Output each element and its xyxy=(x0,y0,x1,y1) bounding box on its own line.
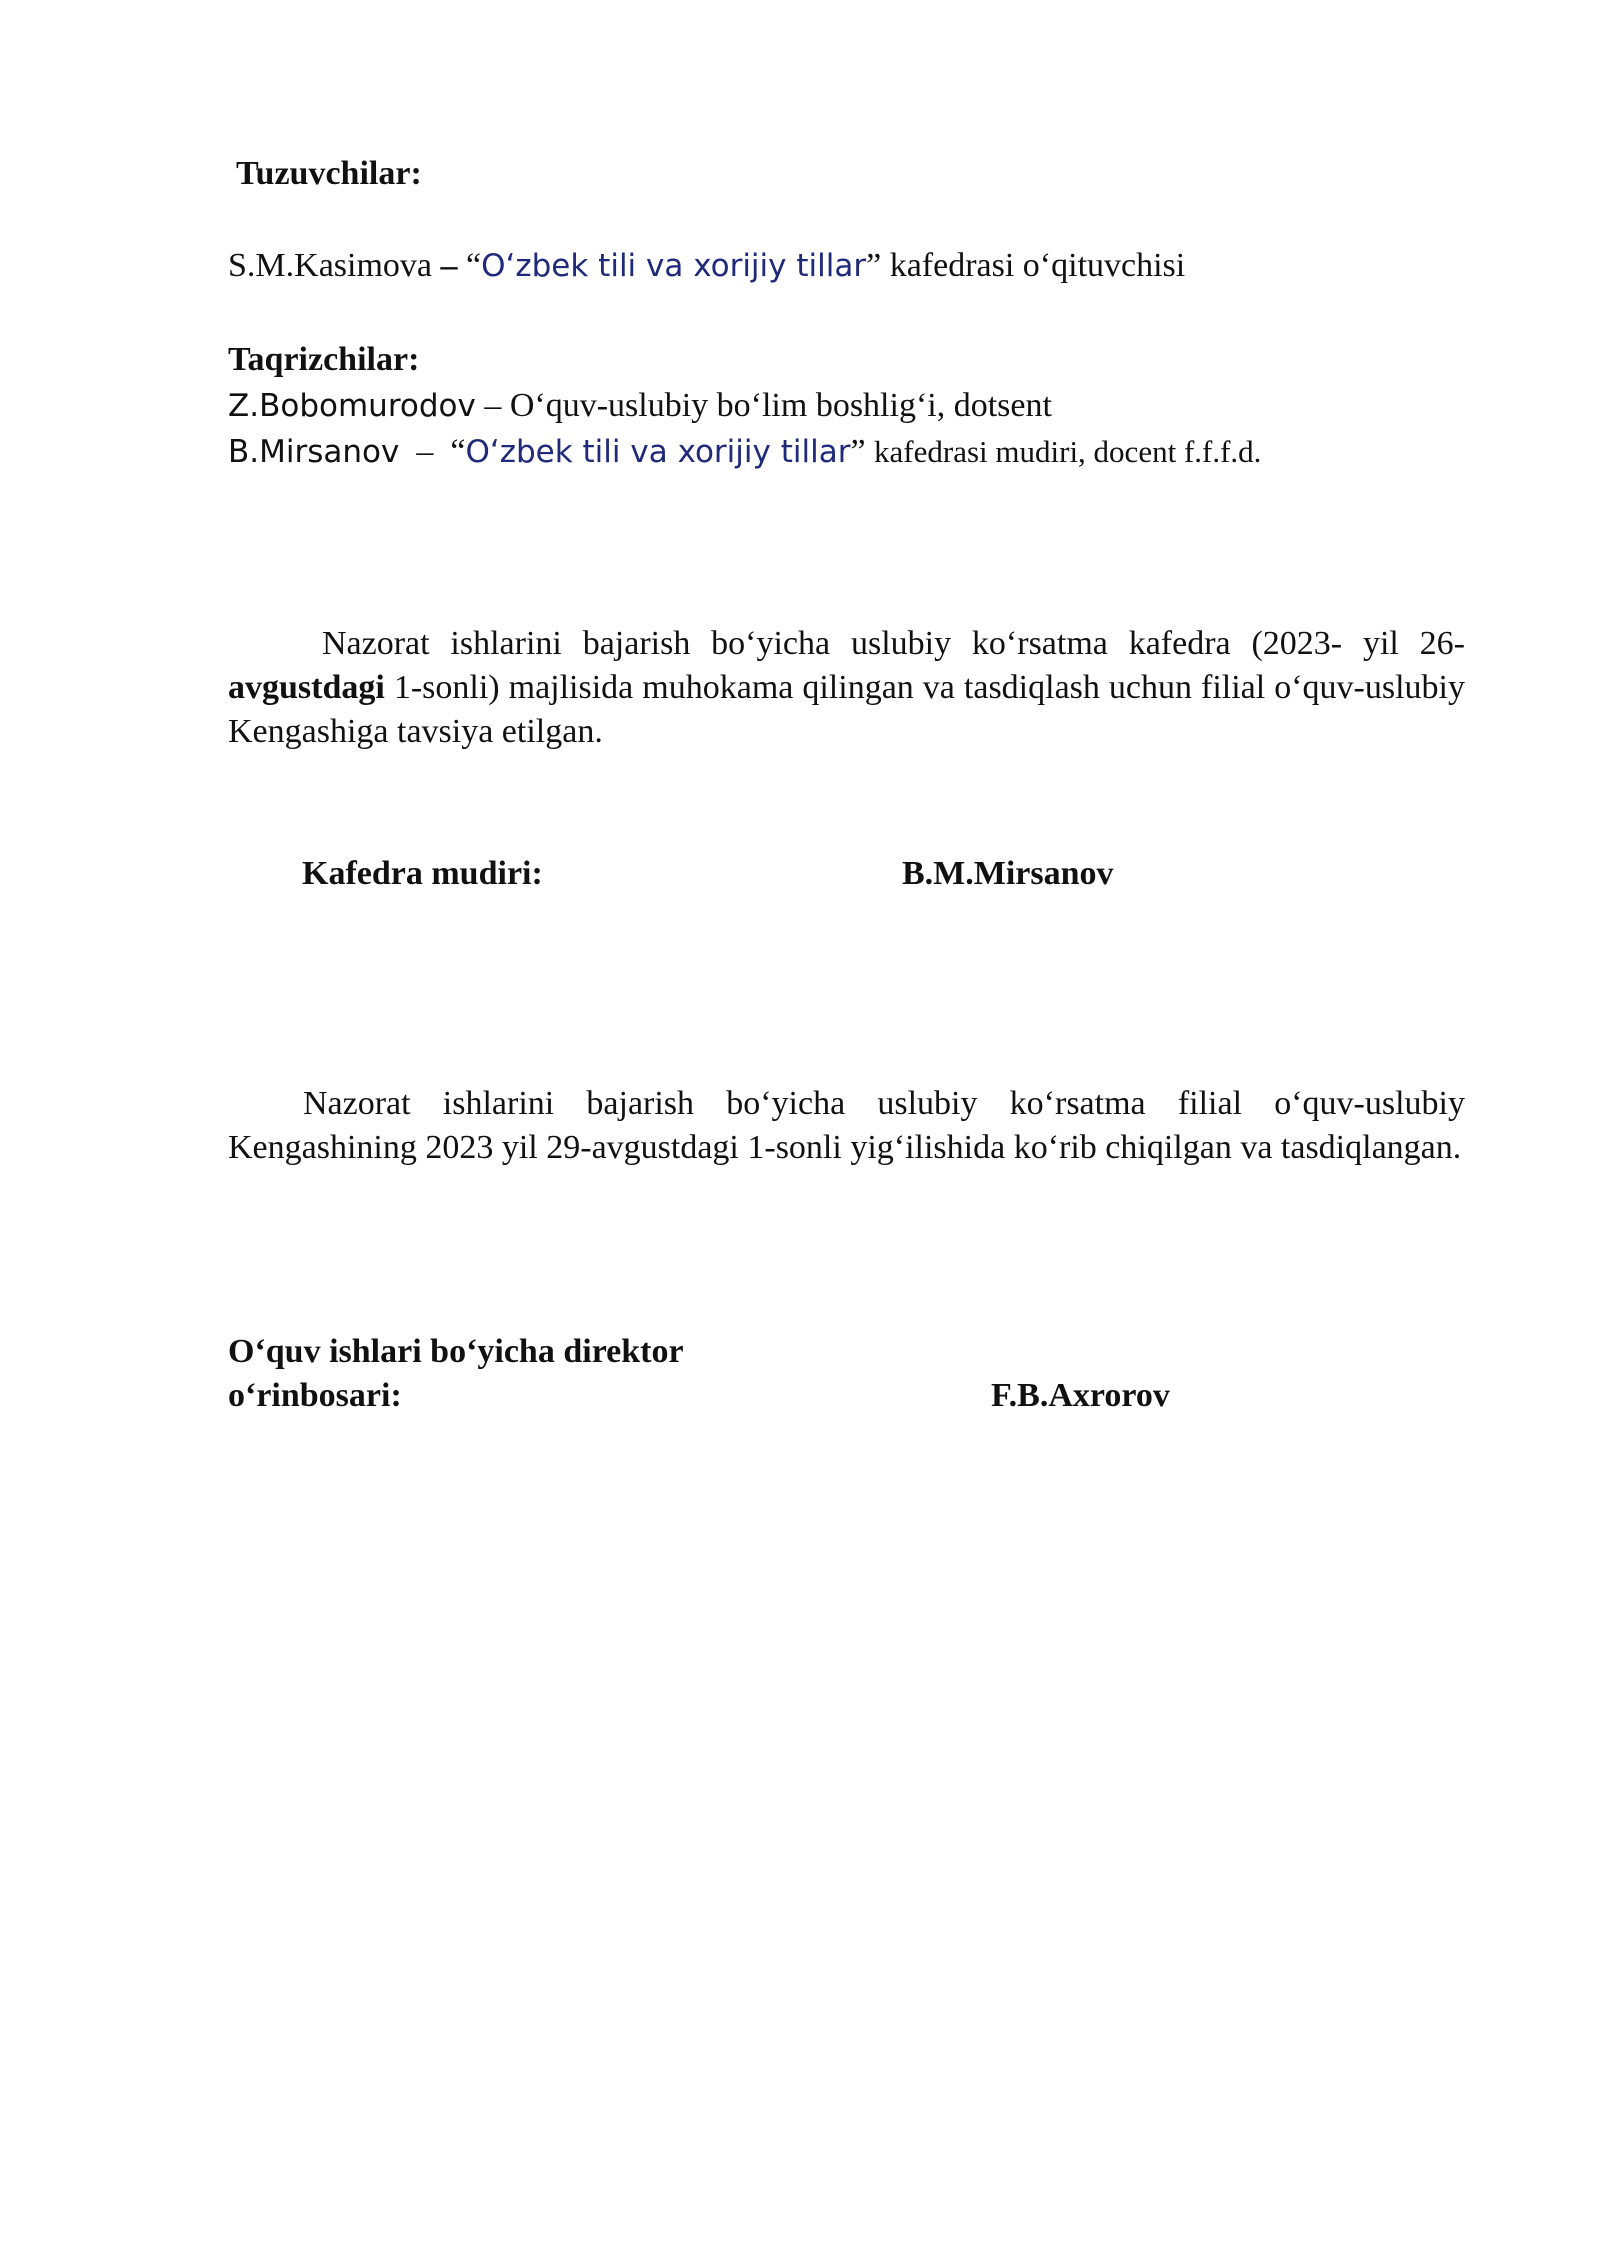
recommendation-text-1: Nazorat ishlarini bajarish bo‘yicha uslubiy ko‘rsatma kafedra (2023- yil 26- xyxy=(322,625,1465,662)
reviewer-1-name: Z.Bobomurodov xyxy=(228,388,476,424)
reviewer-2-name: B.Mirsanov xyxy=(228,434,400,470)
reviewers-heading: Taqrizchilar: xyxy=(228,341,420,378)
author-line xyxy=(228,244,1185,288)
reviewer-line-1 xyxy=(228,384,1052,428)
reviewer-2-role: kafedrasi mudiri, docent f.f.f.d. xyxy=(874,434,1262,469)
recommendation-text-2: 1-sonli) majlisida muhokama qilingan va tasdiqlash uchun filial o‘quv-uslubiy Kengashiga tavsiya etilgan. xyxy=(228,669,1465,750)
recommendation-date-bold: avgustdagi xyxy=(228,669,385,706)
reviewer-1-role: O‘quv-uslubiy bo‘lim boshlig‘i, dotsent xyxy=(509,387,1052,424)
reviewer-2-close-quote: ” xyxy=(850,433,866,470)
author-role: kafedrasi o‘qituvchisi xyxy=(889,247,1186,284)
approval-paragraph: Nazorat ishlarini bajarish bo‘yicha uslubiy ko‘rsatma filial o‘quv-uslubiy Kengashining 2023 yil 29-avgustdagi 1-sonli yig‘ilishida ko‘rib chiqilgan va tasdiqlangan. xyxy=(228,1085,1465,1166)
author-name: S.M.Kasimova xyxy=(228,247,432,284)
reviewer-line-2 xyxy=(228,430,1261,474)
author-department: O‘zbek tili va xorijiy tillar xyxy=(481,248,867,284)
author-dash: – xyxy=(440,247,458,284)
reviewer-1-dash: – xyxy=(484,387,502,424)
authors-heading: Tuzuvchilar: xyxy=(236,155,422,192)
deputy-director-name: F.B.Axrorov xyxy=(991,1377,1170,1414)
recommendation-paragraph xyxy=(228,622,1465,754)
reviewer-2-department: O‘zbek tili va xorijiy tillar xyxy=(465,434,851,470)
department-head-name: B.M.Mirsanov xyxy=(902,855,1114,892)
author-close-quote: ” xyxy=(866,247,882,284)
reviewer-2-dash: – xyxy=(416,433,434,470)
deputy-director-title-line2: o‘rinbosari: xyxy=(228,1377,402,1414)
author-open-quote: “ xyxy=(466,247,482,284)
department-head-title: Kafedra mudiri: xyxy=(302,855,543,892)
deputy-director-title-line1: O‘quv ishlari bo‘yicha direktor xyxy=(228,1333,684,1370)
reviewer-2-open-quote: “ xyxy=(450,433,466,470)
